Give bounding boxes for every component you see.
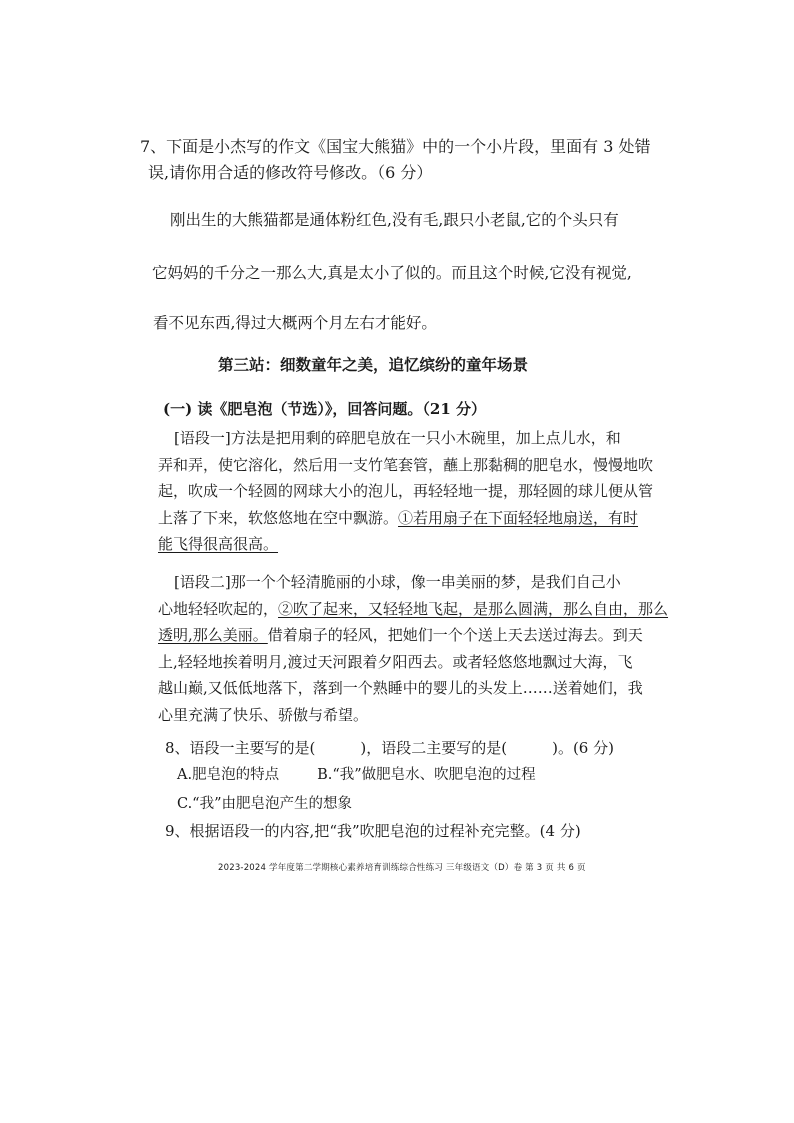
option-a: A.肥皂泡的特点 — [177, 767, 280, 783]
passage-1-line: 弄和弄，使它溶化，然后用一支竹笔套管，蘸上那黏稠的肥皂水，慢慢地吹 — [158, 455, 654, 474]
page-footer: 2023-2024 学年度第二学期核心素养培育训练综合性练习 三年级语文（D）卷 第 3 页 共 6 页 — [218, 863, 586, 873]
passage-1-text: 上落了下来，软悠悠地在空中飘游。 — [158, 508, 399, 527]
passage-2-text: 借着扇子的轻风，把她们一个个送上天去送过海去。到天 — [267, 626, 643, 644]
question-9-stem: 9、根据语段一的内容,把“我”吹肥皂泡的过程补充完整。(4 分) — [165, 822, 581, 840]
question-7-stem-line2: 误,请你用合适的修改符号修改。（6 分） — [148, 163, 433, 182]
option-b: B.“我”做肥皂水、吹肥皂泡的过程 — [317, 767, 536, 783]
passage-1 — [158, 425, 654, 558]
passage-1-line — [158, 531, 598, 558]
passage-2-text: 心地轻轻吹起的， — [158, 599, 279, 618]
underlined-sentence-2: ②吹了起来，又轻轻地飞起，是那么圆满，那么自由，那么 — [278, 599, 669, 618]
passage-2-line: [语段二]那一个个轻清脆丽的小球，像一串美丽的梦，是我们自己小 — [174, 573, 621, 591]
underlined-sentence-1-cont: 能飞得很高很高。 — [158, 535, 279, 553]
passage-2-line: 心里充满了快乐、骄傲与希望。 — [158, 705, 369, 724]
question-7-passage-line3: 看不见东西,得过大概两个月左右才能好。 — [153, 314, 437, 332]
passage-1-line: [语段一]方法是把用剩的碎肥皂放在一只小木碗里，加上点儿水，和 — [174, 429, 621, 447]
option-c: C.“我”由肥皂泡产生的想象 — [177, 796, 353, 812]
section-1-heading: (一) 读《肥皂泡（节选）》，回答问题。（21 分） — [163, 400, 487, 418]
question-7-passage-line1: 刚出生的大熊猫都是通体粉红色,没有毛,跟只小老鼠,它的个头只有 — [170, 211, 619, 229]
station-title: 第三站：细数童年之美，追忆缤纷的童年场景 — [218, 355, 529, 374]
question-8-stem: 8、语段一主要写的是( )，语段二主要写的是( )。(6 分) — [165, 739, 614, 757]
passage-1-line — [158, 505, 639, 532]
passage-2 — [158, 569, 669, 728]
passage-2-line — [158, 622, 643, 649]
question-7-passage-line2: 它妈妈的千分之一那么大,真是太小了似的。而且这个时候,它没有视觉, — [152, 264, 632, 282]
underlined-sentence-1: ①若用扇子在下面轻轻地扇送，有时 — [398, 508, 639, 527]
passage-2-line: 越山巅,又低低地落下，落到一个熟睡中的婴儿的头发上……送着她们，我 — [158, 679, 643, 697]
passage-2-line: 上,轻轻地挨着明月,渡过天河跟着夕阳西去。或者轻悠悠地飘过大海，飞 — [158, 652, 633, 671]
underlined-sentence-2-cont: 透明,那么美丽。 — [158, 626, 268, 644]
question-8-options-row — [177, 764, 536, 786]
question-7-stem-line1: 7、下面是小杰写的作文《国宝大熊猫》中的一个小片段，里面有 3 处错 — [140, 137, 651, 156]
passage-2-line — [158, 596, 669, 623]
passage-1-line: 起，吹成一个轻圆的网球大小的泡儿，再轻轻地一提，那轻圆的球儿便从管 — [158, 482, 654, 500]
